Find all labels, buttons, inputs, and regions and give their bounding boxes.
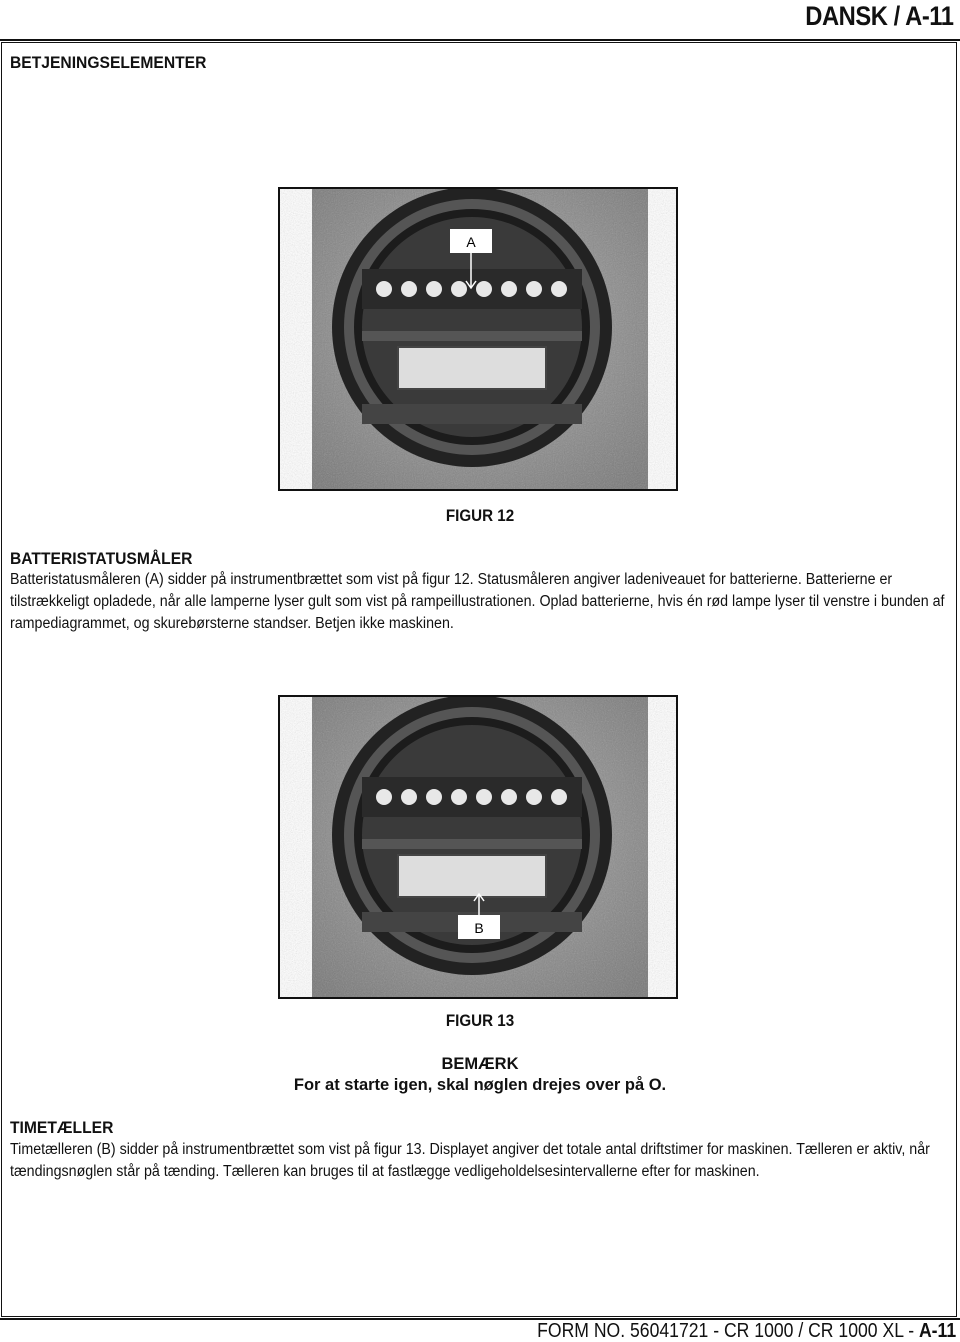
battery-gauge-illustration xyxy=(280,189,676,489)
header-rule xyxy=(0,39,960,41)
figure-12-caption: FIGUR 12 xyxy=(445,507,515,525)
hourmeter-heading: TIMETÆLLER xyxy=(10,1118,114,1137)
footer-page-number: A-11 xyxy=(918,1320,956,1342)
page-footer xyxy=(537,1320,956,1342)
hourmeter-text: Timetælleren (B) sidder på instrumentbrættet som vist på figur 13. Displayet angiver det totale antal driftstimer for maskinen. Tælleren er aktiv, når tændingsnøglen står på tænding. Tælleren kan bruges til at fastlægge vedligeholdelsesintervallerne efter for maskinen. xyxy=(10,1141,930,1180)
callout-a-label: A xyxy=(466,234,476,250)
footer-form-number: FORM NO. 56041721 - CR 1000 / CR 1000 XL - xyxy=(536,1320,919,1342)
page-header-title: DANSK / A-11 xyxy=(805,1,954,31)
callout-b-label: B xyxy=(474,920,484,936)
hour-meter-illustration xyxy=(280,697,676,997)
battery-heading: BATTERISTATUSMÅLER xyxy=(10,549,193,568)
section-title: BETJENINGSELEMENTER xyxy=(10,53,207,72)
figure-13-photo xyxy=(278,695,678,999)
note-title: BEMÆRK xyxy=(441,1055,519,1073)
figure-13-caption: FIGUR 13 xyxy=(445,1012,515,1030)
figure-12-photo xyxy=(278,187,678,491)
note-text: For at starte igen, skal nøglen drejes over på O. xyxy=(293,1076,667,1094)
battery-text: Batteristatusmåleren (A) sidder på instrumentbrættet som vist på figur 12. Statusmåleren angiver ladeniveauet for batterierne. Batterierne er tilstrækkeligt opladede, når alle lamperne lyser gult som vist på rampeillustrationen. Oplad batterierne, hvis én rød lampe lyser til venstre i bunden af rampediagrammet, og skurebørsterne standser. Betjen ikke maskinen. xyxy=(10,571,945,632)
